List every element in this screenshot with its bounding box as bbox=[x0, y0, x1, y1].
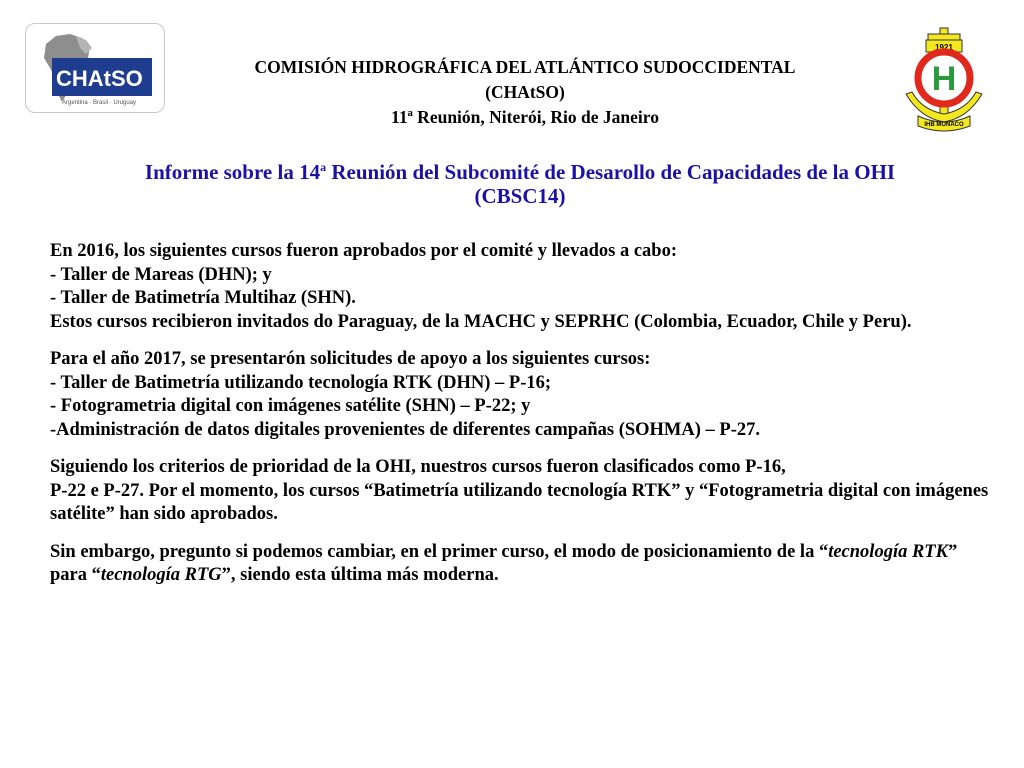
header-line-1: COMISIÓN HIDROGRÁFICA DEL ATLÁNTICO SUDOCCIDENTAL bbox=[254, 57, 796, 77]
list-item-2: - Taller de Batimetría Multihaz (SHN). bbox=[50, 288, 356, 308]
title-superscript: a bbox=[320, 160, 327, 174]
paragraph-5: P-22 e P-27. Por el momento, los cursos “Batimetría utilizando tecnología RTK” y “Fotogrametria digital con imágenes satélite” han sido aprobados. bbox=[50, 480, 989, 524]
logo-text: CHAtSO bbox=[56, 66, 143, 91]
header-line-3: 11ª Reunión, Niterói, Rio de Janeiro bbox=[391, 107, 659, 127]
paragraph-3: Para el año 2017, se presentarón solicitudes de apoyo a los siguientes cursos: bbox=[50, 349, 651, 369]
body-text bbox=[50, 240, 990, 588]
list-item-5: -Administración de datos digitales provenientes de diferentes campañas (SOHMA) – P-27. bbox=[50, 419, 761, 440]
slide-title bbox=[40, 160, 1000, 208]
list-item-4: - Fotogrametria digital con imágenes satélite (SHN) – P-22; y bbox=[50, 396, 531, 416]
italic-rtk: tecnología RTK bbox=[828, 541, 948, 562]
emblem-bottom-text: IHB MONACO bbox=[924, 122, 964, 128]
header-line-2: (CHAtSO) bbox=[485, 82, 565, 102]
iho-emblem bbox=[900, 22, 988, 134]
title-line-2: (CBSC14) bbox=[474, 184, 566, 208]
logo-subtext: Argentina · Brasil · Uruguay bbox=[62, 100, 137, 106]
paragraph-2: Estos cursos recibieron invitados do Paraguay, de la MACHC y SEPRHC (Colombia, Ecuador, Chile y Peru). bbox=[50, 311, 912, 332]
list-item-3: - Taller de Batimetría utilizando tecnología RTK (DHN) – P-16; bbox=[50, 372, 552, 393]
title-line-1: Informe sobre la 14$^a$ Reunión del Subcomité de Desarollo de Capacidades de la OHI bbox=[144, 160, 896, 184]
italic-rtg: tecnología RTG bbox=[100, 565, 222, 585]
paragraph-1: En 2016, los siguientes cursos fueron aprobados por el comité y llevados a cabo: bbox=[50, 241, 677, 261]
paragraph-6: Sin embargo, pregunto si podemos cambiar, en el primer curso, el modo de posicionamiento de la “tecnología RTK” para “tecnología RTG”, siendo esta última más moderna. bbox=[50, 541, 958, 585]
list-item-1: - Taller de Mareas (DHN); y bbox=[50, 264, 272, 285]
emblem-top-text: 1921 bbox=[935, 43, 953, 52]
chatso-logo bbox=[25, 23, 165, 113]
emblem-letter: H bbox=[931, 60, 957, 98]
paragraph-4: Siguiendo los criterios de prioridad de la OHI, nuestros cursos fueron clasificados como P-16, bbox=[50, 457, 786, 477]
header bbox=[170, 55, 880, 130]
